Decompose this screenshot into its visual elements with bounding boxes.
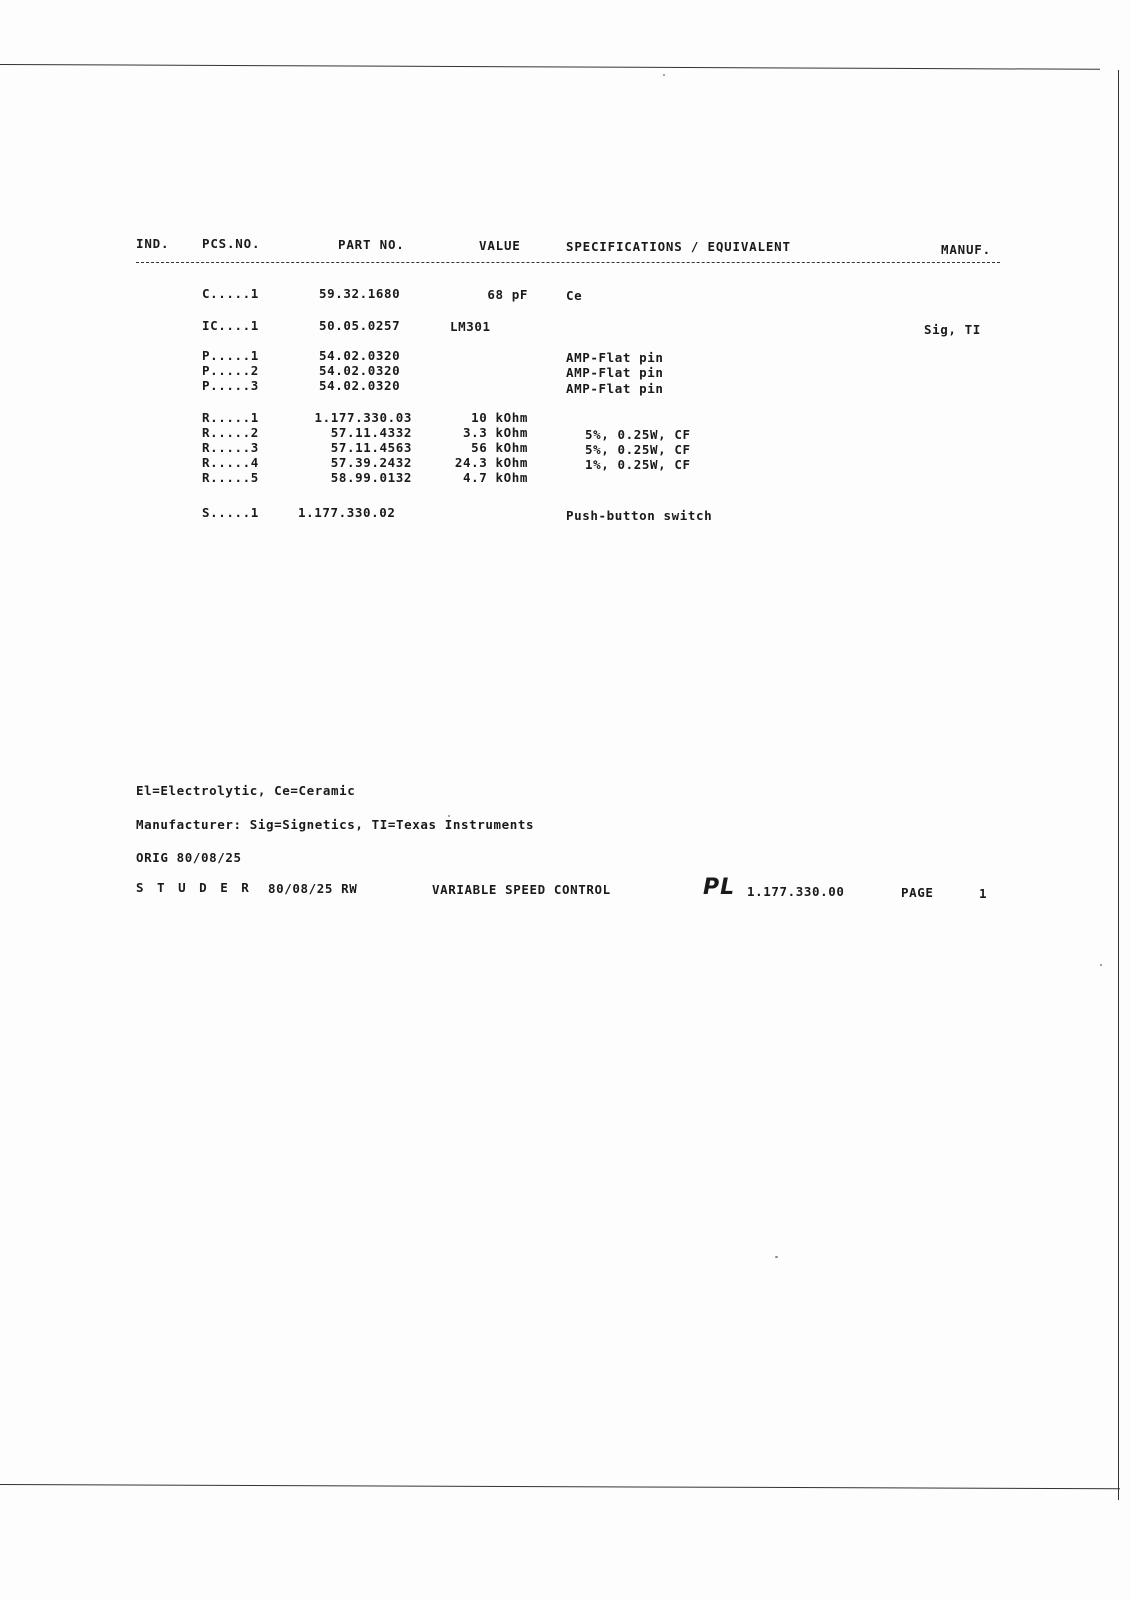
- table-row-spec: Push-button switch: [566, 508, 713, 523]
- table-row-spec: AMP-Flat pin: [566, 365, 664, 380]
- table-row-pcs: R.....4: [202, 455, 259, 470]
- header-value: VALUE: [479, 238, 521, 253]
- frame-top-line: [0, 64, 1100, 70]
- table-row-part: 1.177.330.02: [298, 505, 396, 520]
- table-row-spec: 5%, 0.25W, CF: [585, 442, 691, 457]
- table-row-value: 68 pF: [487, 287, 528, 302]
- scan-speck: [663, 74, 665, 76]
- header-divider: [136, 262, 1000, 263]
- table-row-spec: AMP-Flat pin: [566, 350, 664, 365]
- header-ind: IND.: [136, 236, 170, 251]
- footer-page-label: PAGE: [901, 885, 934, 900]
- table-row-part: 54.02.0320: [319, 363, 401, 378]
- table-row-part: 57.39.2432: [330, 455, 412, 470]
- table-row-value: 4.7 kOhm: [462, 470, 528, 485]
- table-row-pcs: S.....1: [202, 505, 259, 520]
- table-row-part: 58.99.0132: [330, 470, 412, 485]
- table-row-value: LM301: [450, 319, 491, 334]
- scan-speck: [1100, 964, 1102, 966]
- table-row-manuf: Sig, TI: [924, 322, 981, 337]
- scan-speck: [448, 815, 450, 817]
- table-row-spec: Ce: [566, 288, 583, 303]
- table-row-pcs: R.....5: [202, 470, 259, 485]
- header-part-no: PART NO.: [338, 237, 405, 252]
- footer-page-no: 1: [979, 886, 988, 901]
- scan-speck: [775, 1256, 778, 1258]
- table-row-pcs: P.....1: [202, 348, 259, 363]
- table-row-part: 1.177.330.03: [314, 410, 412, 425]
- table-row-spec: 5%, 0.25W, CF: [585, 427, 691, 442]
- table-row-part: 50.05.0257: [319, 318, 401, 333]
- table-row-part: 57.11.4563: [330, 440, 412, 455]
- footer-doc-no: 1.177.330.00: [747, 884, 845, 899]
- table-row-pcs: C.....1: [202, 286, 259, 301]
- table-row-part: 57.11.4332: [330, 425, 412, 440]
- table-row-pcs: P.....3: [202, 378, 259, 393]
- note-legend: El=Electrolytic, Ce=Ceramic: [136, 783, 356, 798]
- table-row-pcs: R.....2: [202, 425, 259, 440]
- note-manufacturer: Manufacturer: Sig=Signetics, TI=Texas Instruments: [136, 817, 535, 832]
- table-row-value: 3.3 kOhm: [462, 425, 528, 440]
- header-manuf: MANUF.: [941, 242, 991, 257]
- table-row-value: 24.3 kOhm: [454, 455, 528, 470]
- footer-company: S T U D E R: [136, 880, 252, 895]
- frame-bottom-line: [0, 1484, 1120, 1489]
- table-row-value: 56 kOhm: [471, 440, 528, 455]
- footer-date: 80/08/25 RW: [268, 881, 358, 896]
- frame-right-line: [1118, 70, 1119, 1500]
- table-row-value: 10 kOhm: [471, 410, 528, 425]
- table-row-pcs: IC....1: [202, 318, 259, 333]
- table-row-spec: AMP-Flat pin: [566, 381, 664, 396]
- header-pcs-no: PCS.NO.: [202, 236, 261, 251]
- footer-pl: PL: [703, 875, 736, 900]
- note-orig: ORIG 80/08/25: [136, 850, 242, 865]
- table-row-part: 54.02.0320: [319, 378, 401, 393]
- footer-title: VARIABLE SPEED CONTROL: [432, 882, 611, 897]
- table-row-pcs: R.....1: [202, 410, 259, 425]
- header-specifications: SPECIFICATIONS / EQUIVALENT: [566, 239, 791, 254]
- table-row-part: 59.32.1680: [319, 286, 401, 301]
- table-row-pcs: P.....2: [202, 363, 259, 378]
- table-row-pcs: R.....3: [202, 440, 259, 455]
- table-row-spec: 1%, 0.25W, CF: [585, 457, 691, 472]
- table-row-part: 54.02.0320: [319, 348, 401, 363]
